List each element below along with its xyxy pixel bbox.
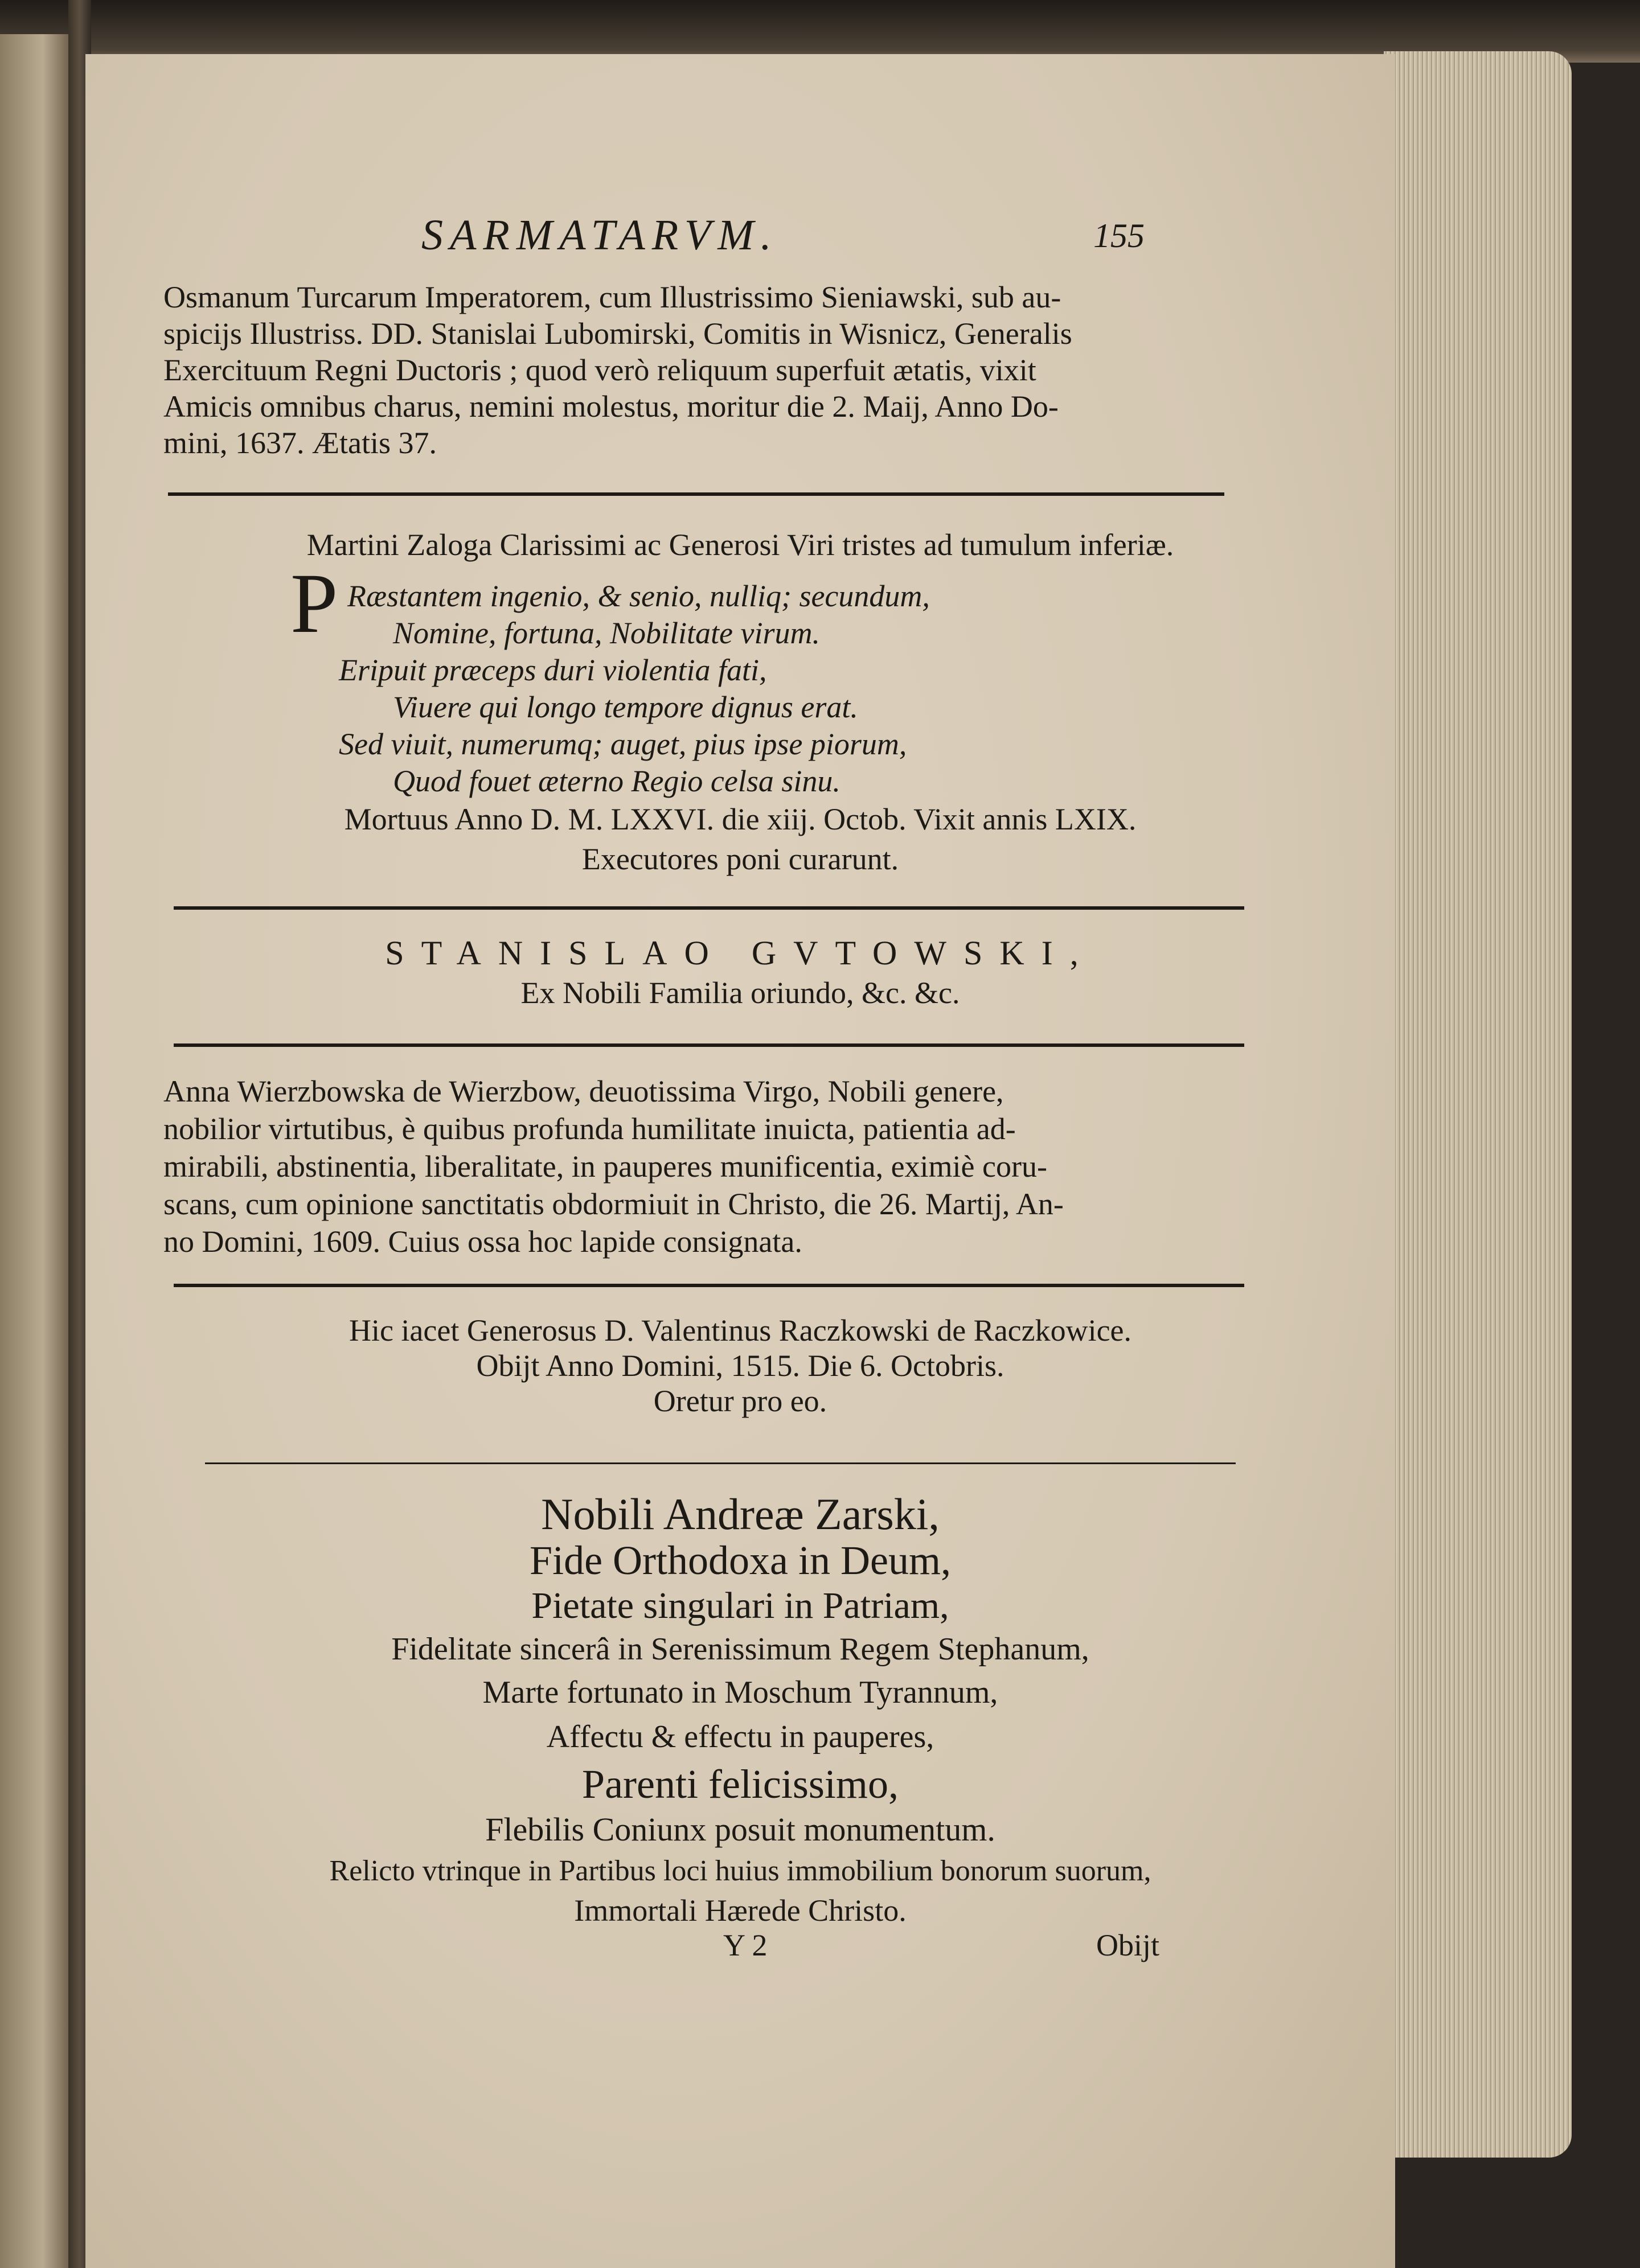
facing-page-edge bbox=[0, 34, 71, 2268]
text-line: Pietate singulari in Patriam, bbox=[531, 1585, 949, 1626]
divider-rule bbox=[174, 906, 1244, 910]
verse-line: Sed viuit, numerumq; auget, pius ipse piorum, bbox=[339, 727, 907, 761]
text-line: Osmanum Turcarum Imperatorem, cum Illustrissimo Sieniawski, sub au- bbox=[163, 280, 1061, 314]
text-line: Oretur pro eo. bbox=[653, 1384, 827, 1418]
text-line: mirabili, abstinentia, liberalitate, in pauperes munificentia, eximiè coru- bbox=[163, 1149, 1047, 1184]
text-line: Marte fortunato in Moschum Tyrannum, bbox=[482, 1675, 998, 1710]
text-line: mini, 1637. Ætatis 37. bbox=[163, 426, 437, 460]
text-line: nobilior virtutibus, è quibus profunda humilitate inuicta, patientia ad- bbox=[163, 1112, 1016, 1146]
verse-line: Eripuit præceps duri violentia fati, bbox=[339, 653, 767, 687]
text-line: no Domini, 1609. Cuius ossa hoc lapide consignata. bbox=[163, 1225, 802, 1259]
epitaph-heading: Martini Zaloga Clarissimi ac Generosi Viri tristes ad tumulum inferiæ. bbox=[306, 528, 1174, 562]
running-title: SARMATARVM. bbox=[421, 211, 778, 259]
page-stack-fore-edge bbox=[1384, 51, 1572, 2158]
verse-line: Quod fouet æterno Regio celsa sinu. bbox=[393, 764, 840, 798]
signature-mark: Y 2 bbox=[723, 1928, 768, 1962]
text-line: Fidelitate sincerâ in Serenissimum Regem Stephanum, bbox=[391, 1632, 1089, 1667]
text-line: Obijt Anno Domini, 1515. Die 6. Octobris. bbox=[476, 1349, 1004, 1383]
text-line: Nobili Andreæ Zarski, bbox=[541, 1489, 940, 1539]
verse-line: Ræstantem ingenio, & senio, nulliq; secundum, bbox=[347, 579, 930, 613]
divider-rule bbox=[174, 1043, 1244, 1047]
verse-line: Viuere qui longo tempore dignus erat. bbox=[393, 690, 858, 724]
drop-cap: P bbox=[290, 556, 338, 651]
death-line: Mortuus Anno D. M. LXXVI. die xiij. Octob. Vixit annis LXIX. bbox=[344, 802, 1137, 836]
text-line: Exercituum Regni Ductoris ; quod verò reliquum superfuit ætatis, vixit bbox=[163, 353, 1036, 387]
catchword: Obijt bbox=[1096, 1928, 1160, 1962]
text-line: Parenti felicissimo, bbox=[582, 1761, 899, 1807]
text-line: Affectu & effectu in pauperes, bbox=[546, 1719, 934, 1755]
text-line: Relicto vtrinque in Partibus loci huius immobilium bonorum suorum, bbox=[329, 1855, 1151, 1887]
executors-line: Executores poni curarunt. bbox=[581, 842, 899, 876]
book-page bbox=[85, 54, 1395, 2268]
epitaph-name: STANISLAO GVTOWSKI, bbox=[385, 934, 1096, 972]
text-line: Anna Wierzbowska de Wierzbow, deuotissima Virgo, Nobili genere, bbox=[163, 1074, 1004, 1108]
divider-rule bbox=[174, 1284, 1244, 1287]
verse-line: Nomine, fortuna, Nobilitate virum. bbox=[393, 616, 820, 650]
text-line: Flebilis Coniunx posuit monumentum. bbox=[485, 1811, 995, 1848]
text-line: spicijs Illustriss. DD. Stanislai Lubomirski, Comitis in Wisnicz, Generalis bbox=[163, 317, 1072, 351]
page-number: 155 bbox=[1093, 217, 1145, 254]
text-line: Hic iacet Generosus D. Valentinus Raczkowski de Raczkowice. bbox=[348, 1313, 1132, 1347]
epitaph-subtitle: Ex Nobili Familia oriundo, &c. &c. bbox=[520, 976, 960, 1010]
text-line: scans, cum opinione sanctitatis obdormiuit in Christo, die 26. Martij, An- bbox=[163, 1187, 1064, 1221]
text-line: Immortali Hærede Christo. bbox=[574, 1893, 907, 1928]
text-line: Amicis omnibus charus, nemini molestus, moritur die 2. Maij, Anno Do- bbox=[163, 389, 1059, 424]
divider-rule bbox=[168, 492, 1224, 496]
text-line: Fide Orthodoxa in Deum, bbox=[530, 1538, 951, 1583]
divider-rule bbox=[205, 1462, 1236, 1464]
